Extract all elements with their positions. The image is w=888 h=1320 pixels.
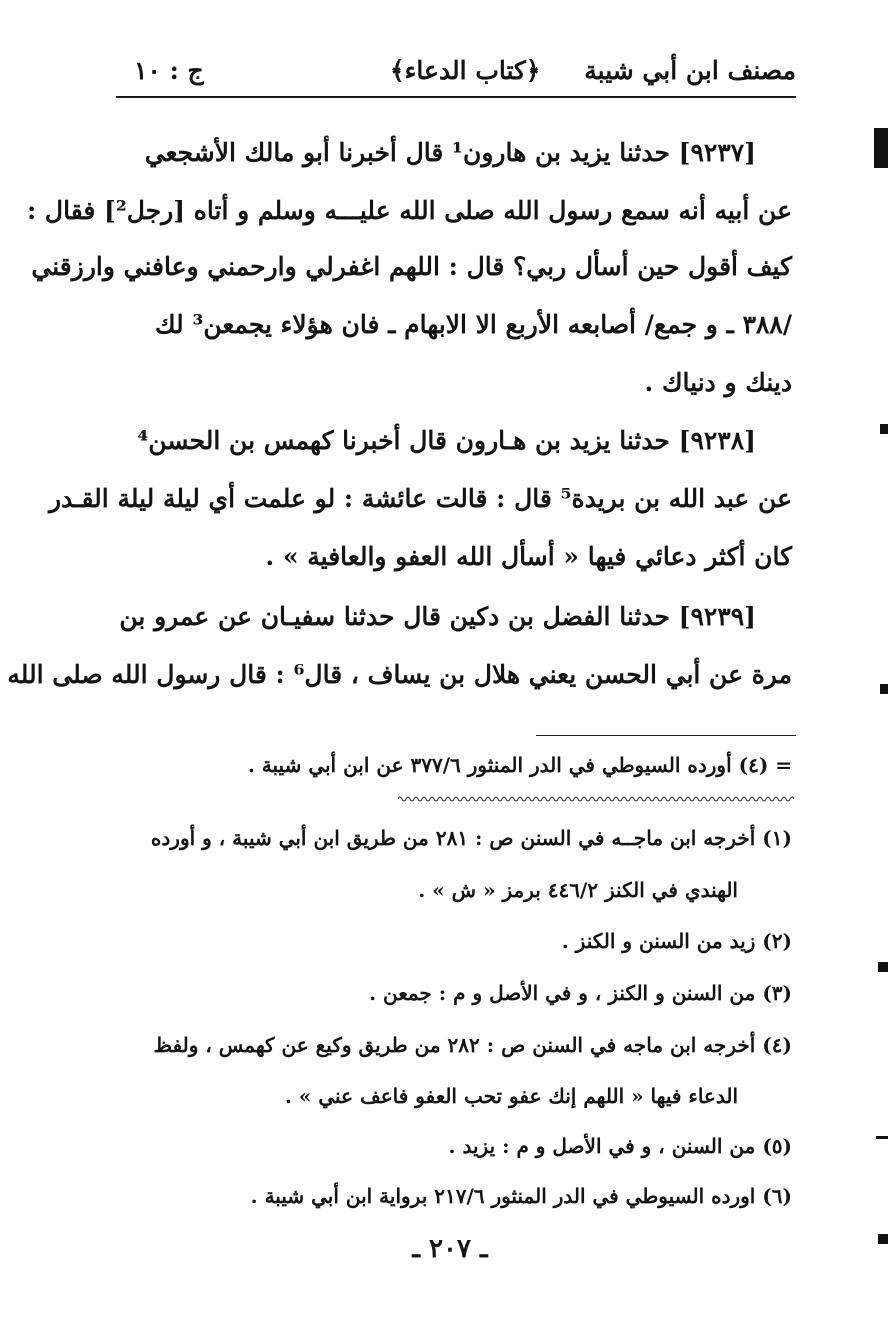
footnote-line: (٤) أخرجه ابن ماجه في السنن ص : ٢٨٢ من طريق وكيع عن كهمس ، ولفظ — [153, 1033, 792, 1057]
scan-edge-mark — [878, 962, 888, 972]
volume-number: ج : ١٠ — [134, 56, 204, 85]
footnote-line: (٥) من السنن ، و في الأصل و م : يزيد . — [448, 1134, 792, 1158]
header-rule — [116, 96, 796, 98]
wavy-rule — [398, 795, 796, 803]
body-line: [٩٢٣٨] حدثنا يزيد بن هـارون قال أخبرنا كهمس بن الحسن⁴ — [137, 426, 756, 455]
body-line: [٩٢٣٩] حدثنا الفضل بن دكين قال حدثنا سفيـان عن عمرو بن — [119, 602, 756, 631]
footnote-line: (٣) من السنن و الكنز ، و في الأصل و م : جمعن . — [369, 981, 792, 1005]
footnote-line: (٦) اورده السيوطي في الدر المنثور ٢١٧/٦ برواية ابن أبي شيبة . — [250, 1184, 792, 1208]
scan-edge-mark — [876, 1136, 888, 1139]
page-number: ـ ٢٠٧ ـ — [412, 1234, 488, 1264]
body-line: دينك و دنياك . — [644, 368, 792, 397]
footnote-separator — [536, 735, 796, 736]
footnote-line: (٢) زيد من السنن و الكنز . — [561, 929, 792, 953]
body-line: عن عبد الله بن بريدة⁵ قال : قالت عائشة : لو علمت أي ليلة ليلة القـدر — [49, 484, 792, 513]
chapter-title: ﴿كتاب الدعاء﴾ — [390, 56, 541, 85]
continued-footnote: = (٤) أورده السيوطي في الدر المنثور ٣٧٧/٦ عن ابن أبي شيبة . — [247, 753, 792, 777]
body-line: /٣٨٨ ـ و جمع/ أصابعه الأربع الا الابهام ـ فان هؤلاء يجمعن³ لك — [154, 310, 792, 339]
book-title: مصنف ابن أبي شيبة — [584, 56, 796, 85]
scan-edge-mark — [878, 1234, 888, 1244]
body-line: كان أكثر دعائي فيها « أسأل الله العفو والعافية » . — [265, 542, 792, 571]
footnote-line: (١) أخرجه ابن ماجــه في السنن ص : ٢٨١ من طريق ابن أبي شيبة ، و أورده — [150, 826, 792, 850]
body-line: مرة عن أبي الحسن يعني هلال بن يساف ، قال⁶ : قال رسول الله صلى الله — [7, 660, 792, 689]
scan-edge-mark — [880, 684, 888, 694]
scan-edge-mark — [874, 128, 888, 168]
scan-edge-mark — [880, 424, 888, 434]
body-line: كيف أقول حين أسأل ربي؟ قال : اللهم اغفرلي وارحمني وعافني وارزقني — [31, 252, 792, 281]
body-line: عن أبيه أنه سمع رسول الله صلى الله عليـــه وسلم و أتاه [رجل²] فقال : — [26, 196, 792, 225]
body-line: [٩٢٣٧] حدثنا يزيد بن هارون¹ قال أخبرنا أبو مالك الأشجعي — [144, 138, 756, 167]
footnote-line: الدعاء فيها « اللهم إنك عفو تحب العفو فاعف عني » . — [285, 1084, 738, 1108]
footnote-line: الهندي في الكنز ٤٤٦/٢ برمز « ش » . — [418, 878, 738, 902]
